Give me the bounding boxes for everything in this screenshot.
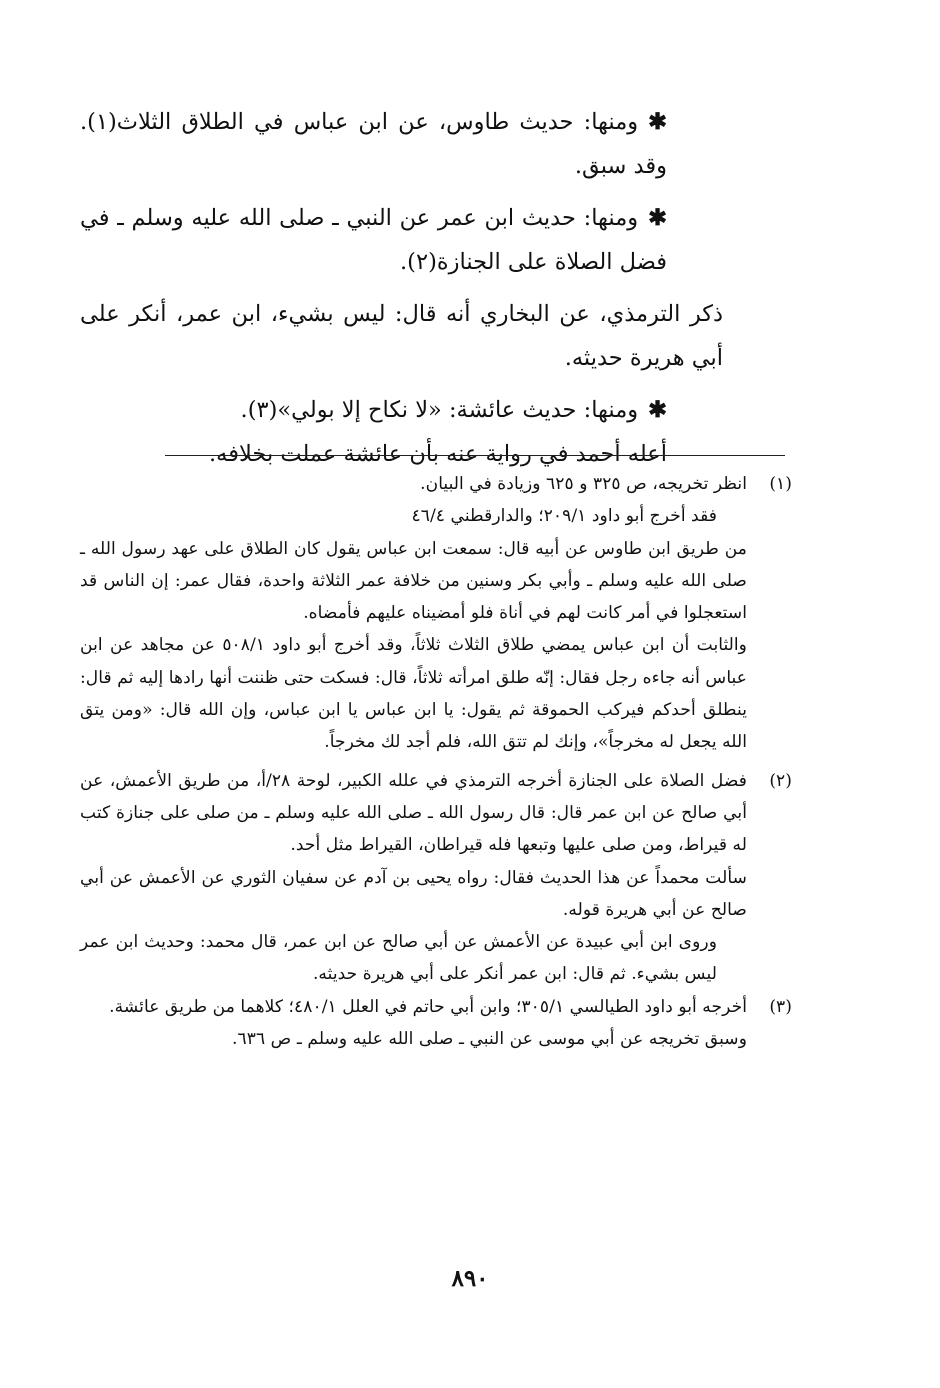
footnote-body	[80, 765, 747, 991]
footnote-line: والثابت أن ابن عباس يمضي طلاق الثلاث ثلاثاً، وقد أخرج أبو داود ٥٠٨/١ عن مجاهد عن ابن عباس أنه جاءه رجل فقال: إنّه طلق امرأته ثلاثاً، قال: فسكت حتى ظننت أنها رادها إليه ثم قال: ينطلق أحدكم فيركب الحموقة ثم يقول: يا ابن عباس يا ابن عباس، وإن الله قال: «ومن يتق الله يجعل له مخرجاً»، وإنك لم تتق الله، فلم أجد لك مخرجاً.	[80, 635, 747, 753]
footnote-line: سألت محمداً عن هذا الحديث فقال: رواه يحيى بن آدم عن سفيان الثوري عن الأعمش عن أبي صالح عن أبي هريرة قوله.	[80, 867, 747, 920]
paragraph-4	[80, 388, 785, 432]
asterisk-icon: ✱	[648, 397, 667, 423]
footnote-line: فضل الصلاة على الجنازة أخرجه الترمذي في علله الكبير، لوحة ٢٨/أ، من طريق الأعمش، عن أبي صالح عن ابن عمر قال: قال رسول الله ـ صلى الله عليه وسلم ـ من صلى على جنازة كتب له قيراط، ومن صلى عليها وتبعها فله قيراطان، القيراط مثل أحد.	[80, 770, 747, 856]
footnote-line: وسبق تخريجه عن أبي موسى عن النبي ـ صلى الله عليه وسلم ـ ص ٦٣٦.	[232, 1029, 747, 1050]
footnote-2	[80, 765, 792, 991]
paragraph-2	[80, 196, 785, 284]
paragraph-5-text: أعله أحمد في رواية عنه بأن عائشة عملت بخلافه.	[209, 441, 667, 467]
asterisk-icon: ✱	[648, 205, 667, 231]
footnote-line: من طريق ابن طاوس عن أبيه قال: سمعت ابن عباس يقول كان الطلاق على عهد رسول الله ـ صلى الله عليه وسلم ـ وأبي بكر وسنين من خلافة عمر الثلاثة واحدة، فقال عمر: إن الناس قد استعجلوا في أمر كانت لهم في أناة فلو أمضيناه عليهم فأمضاه.	[80, 538, 747, 624]
paragraph-3	[80, 292, 785, 380]
footnote-3	[80, 991, 792, 1056]
footnote-1	[80, 468, 792, 759]
footnote-line: فقد أخرج أبو داود ٢٠٩/١؛ والدارقطني ٤٦/٤	[411, 506, 717, 527]
paragraph-2-text: ومنها: حديث ابن عمر عن النبي ـ صلى الله عليه وسلم ـ في فضل الصلاة على الجنازة(٢).	[80, 205, 667, 275]
footnote-line: وروى ابن أبي عبيدة عن الأعمش عن أبي صالح عن ابن عمر، قال محمد: وحديث ابن عمر ليس بشيء. ثم قال: ابن عمر أنكر على أبي هريرة حديثه.	[80, 932, 717, 985]
paragraph-3-text: ذكر الترمذي، عن البخاري أنه قال: ليس بشيء، ابن عمر، أنكر على أبي هريرة حديثه.	[80, 301, 723, 371]
footnote-body	[80, 468, 747, 759]
footnote-number: (٣)	[769, 996, 792, 1017]
asterisk-icon: ✱	[648, 109, 667, 135]
footnote-number: (١)	[769, 474, 792, 494]
main-text	[80, 100, 785, 476]
footnote-number: (٢)	[769, 770, 792, 791]
footnotes	[80, 468, 792, 1055]
page-number: ٨٩٠	[451, 1265, 489, 1292]
paragraph-4-text: ومنها: حديث عائشة: «لا نكاح إلا بولي»(٣).	[240, 397, 639, 423]
footnote-body	[80, 991, 747, 1056]
footnote-line: انظر تخريجه، ص ٣٢٥ و ٦٢٥ وزيادة في البيان.	[420, 474, 747, 494]
paragraph-1-text: ومنها: حديث طاوس، عن ابن عباس في الطلاق الثلاث(١). وقد سبق.	[80, 109, 667, 179]
footnote-line: أخرجه أبو داود الطيالسي ٣٠٥/١؛ وابن أبي حاتم في العلل ٤٨٠/١؛ كلاهما من طريق عائشة.	[109, 996, 747, 1017]
footnote-divider	[165, 455, 785, 456]
paragraph-1	[80, 100, 785, 188]
